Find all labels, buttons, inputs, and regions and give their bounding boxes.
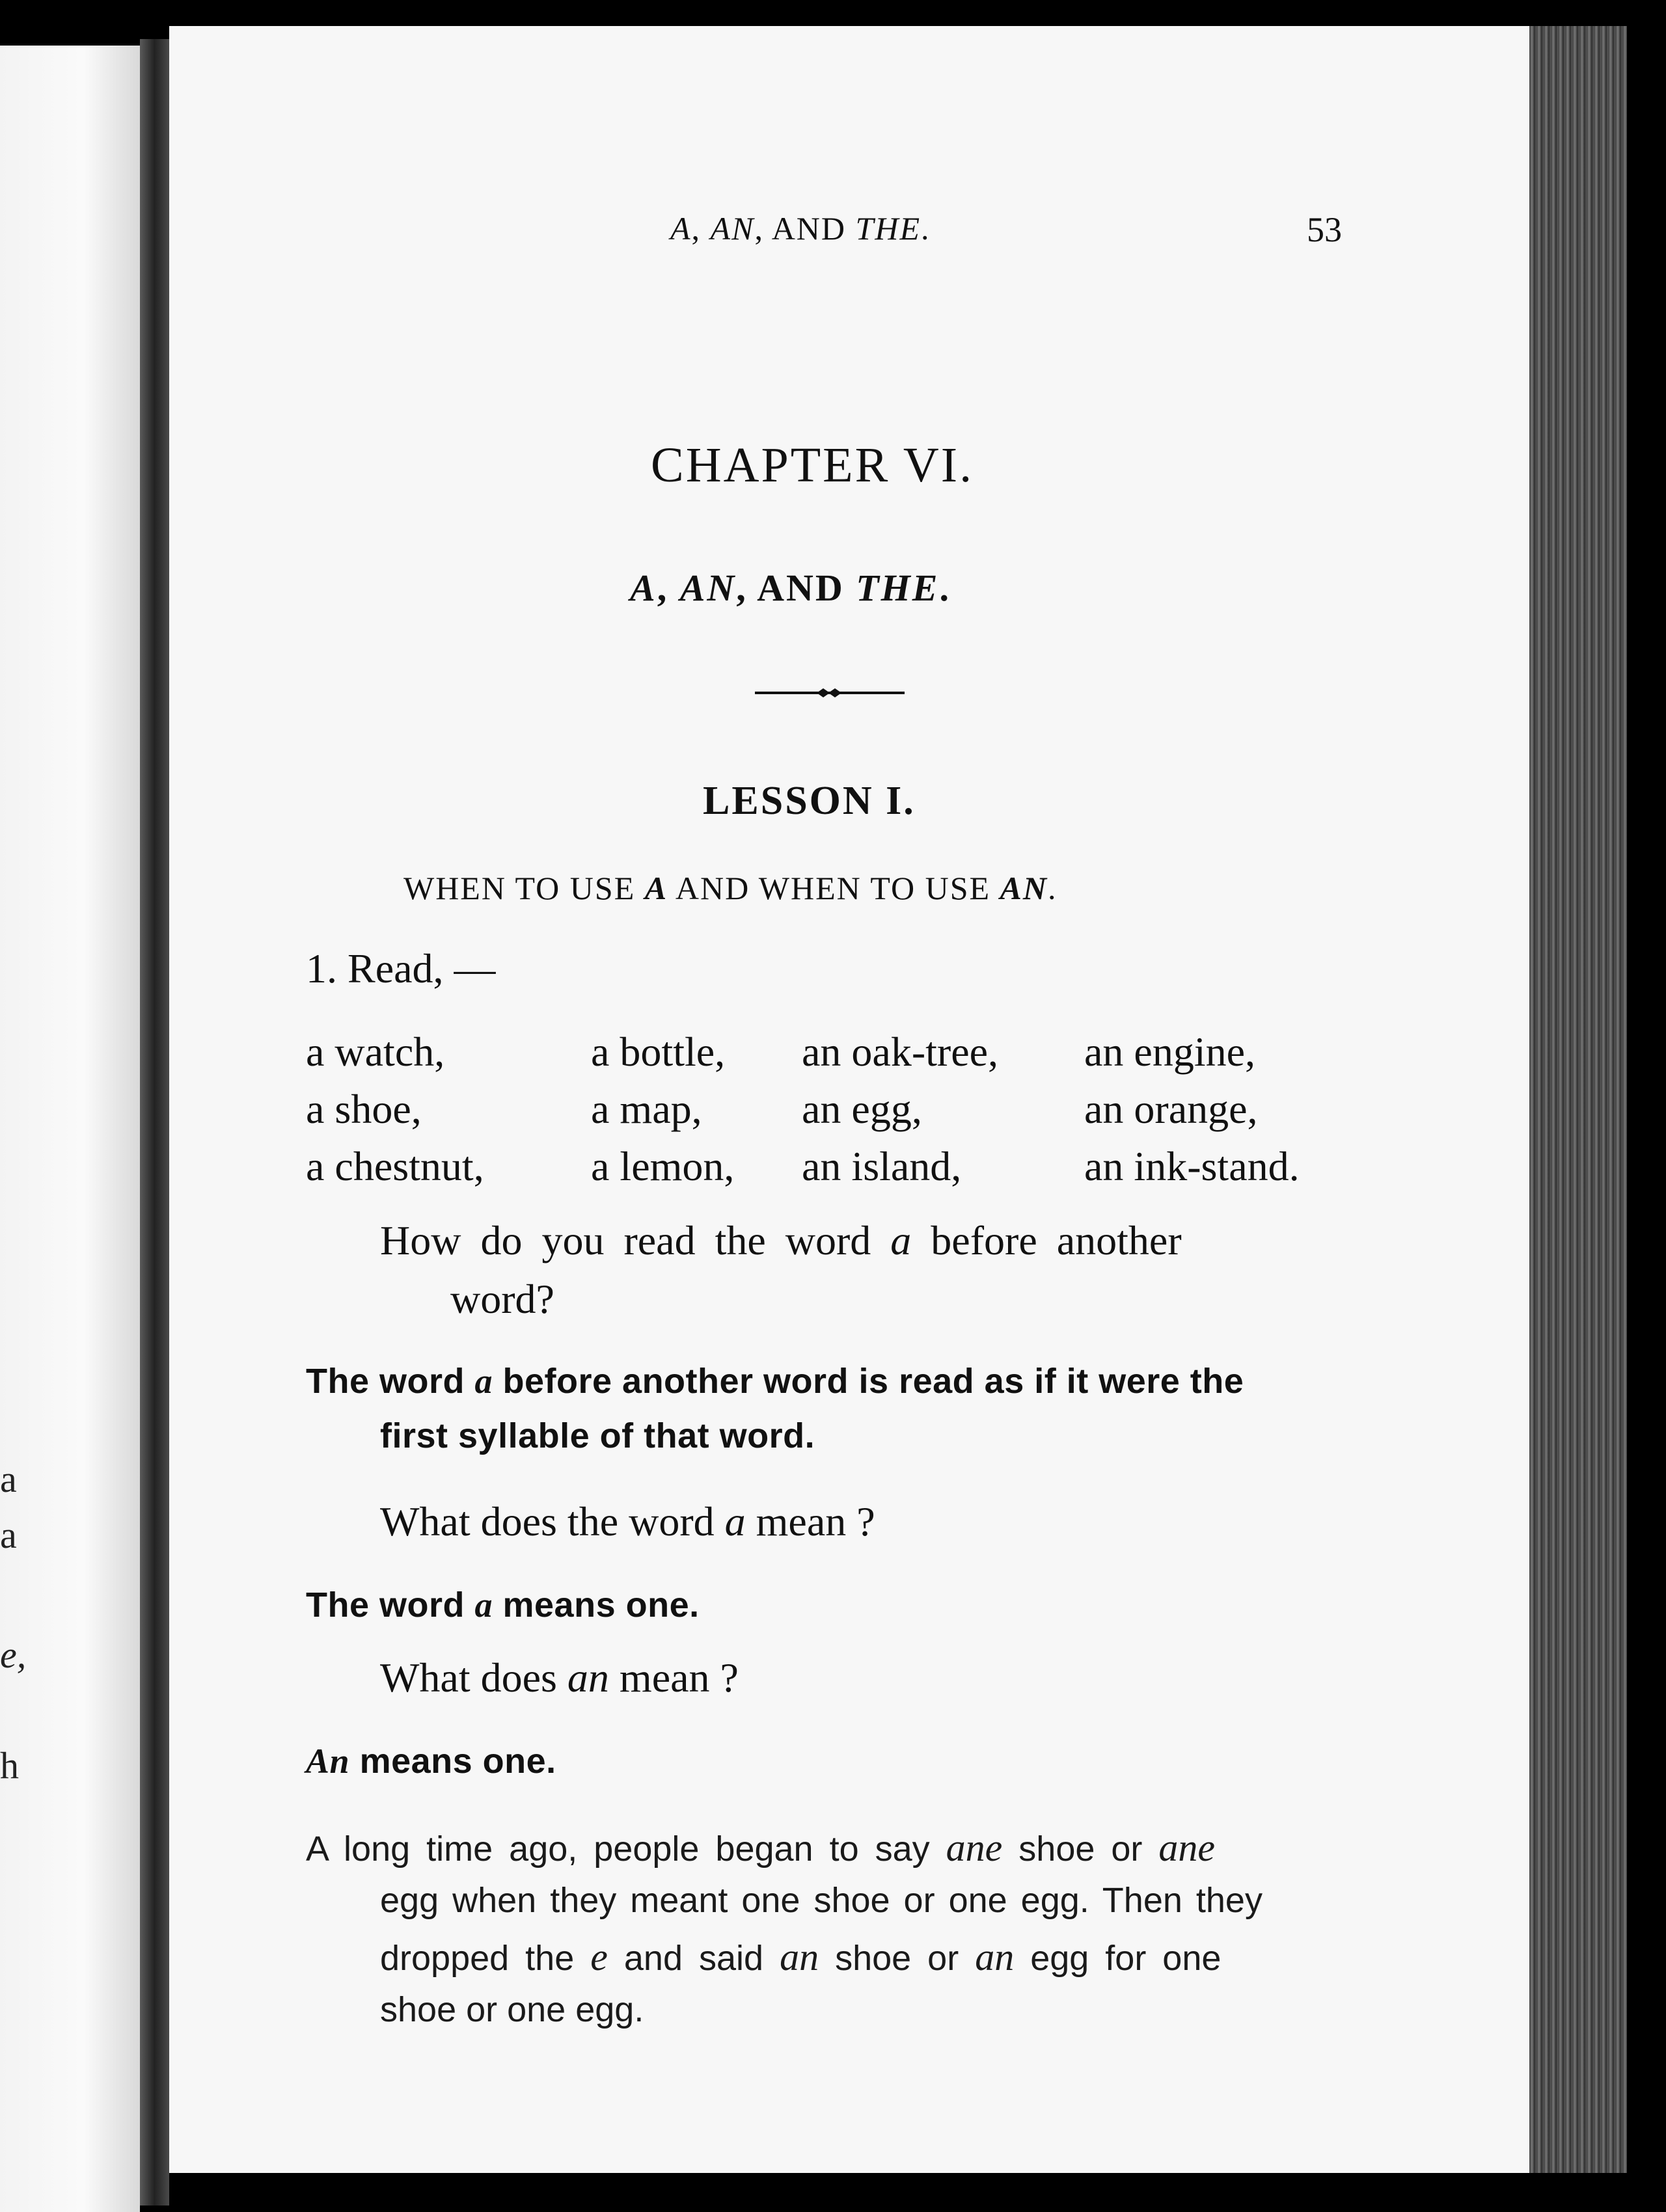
question-3: What does an mean ? [380,1654,739,1701]
word-cell: a chestnut, [306,1143,484,1189]
book-gutter [140,39,169,2205]
left-fragment: a [0,1514,17,1556]
word-cell: a bottle, [591,1029,726,1075]
chapter-subtitle: A, AN, AND THE. [630,567,951,609]
word-cell: a shoe, [306,1086,422,1132]
page-edge-stack [1529,26,1627,2173]
divider-ornament [755,683,905,703]
scan-border [1627,26,1666,2196]
left-fragment: h [0,1744,19,1787]
answer-1: The word a before another word is read as if it were the [306,1362,1244,1401]
word-cell: a map, [591,1086,702,1132]
question-1-cont: word? [450,1276,554,1322]
history-line-4: shoe or one egg. [380,1990,644,2029]
answer-3: An means one. [306,1742,556,1781]
question-2: What does the word a mean ? [380,1498,875,1544]
word-cell: a lemon, [591,1143,735,1189]
running-head: A, AN, AND THE. [670,210,931,247]
previous-page-edge [0,46,140,2212]
left-fragment: e, [0,1634,27,1676]
history-line-2: egg when they meant one shoe or one egg. Then they [380,1881,1263,1920]
left-fragment: a [0,1458,17,1500]
exercise-label: 1. Read, — [306,945,496,991]
lesson-subtitle: WHEN TO USE A AND WHEN TO USE AN. [403,870,1058,906]
answer-2: The word a means one. [306,1585,700,1625]
chapter-title: CHAPTER VI. [651,438,974,492]
word-cell: an orange, [1084,1086,1258,1132]
page-number: 53 [1307,210,1342,249]
word-cell: a watch, [306,1029,445,1075]
history-line-1: A long time ago, people began to say ane shoe or ane [306,1826,1216,1869]
question-1: How do you read the word a before another [380,1217,1182,1263]
word-cell: an island, [802,1143,962,1189]
word-cell: an ink-stand. [1084,1143,1300,1189]
answer-1-cont: first syllable of that word. [380,1416,815,1455]
history-line-3: dropped the e and said an shoe or an egg for one [380,1936,1222,1978]
word-cell: an egg, [802,1086,922,1132]
lesson-title: LESSON I. [703,779,916,823]
word-cell: an engine, [1084,1029,1255,1075]
word-cell: an oak-tree, [802,1029,999,1075]
